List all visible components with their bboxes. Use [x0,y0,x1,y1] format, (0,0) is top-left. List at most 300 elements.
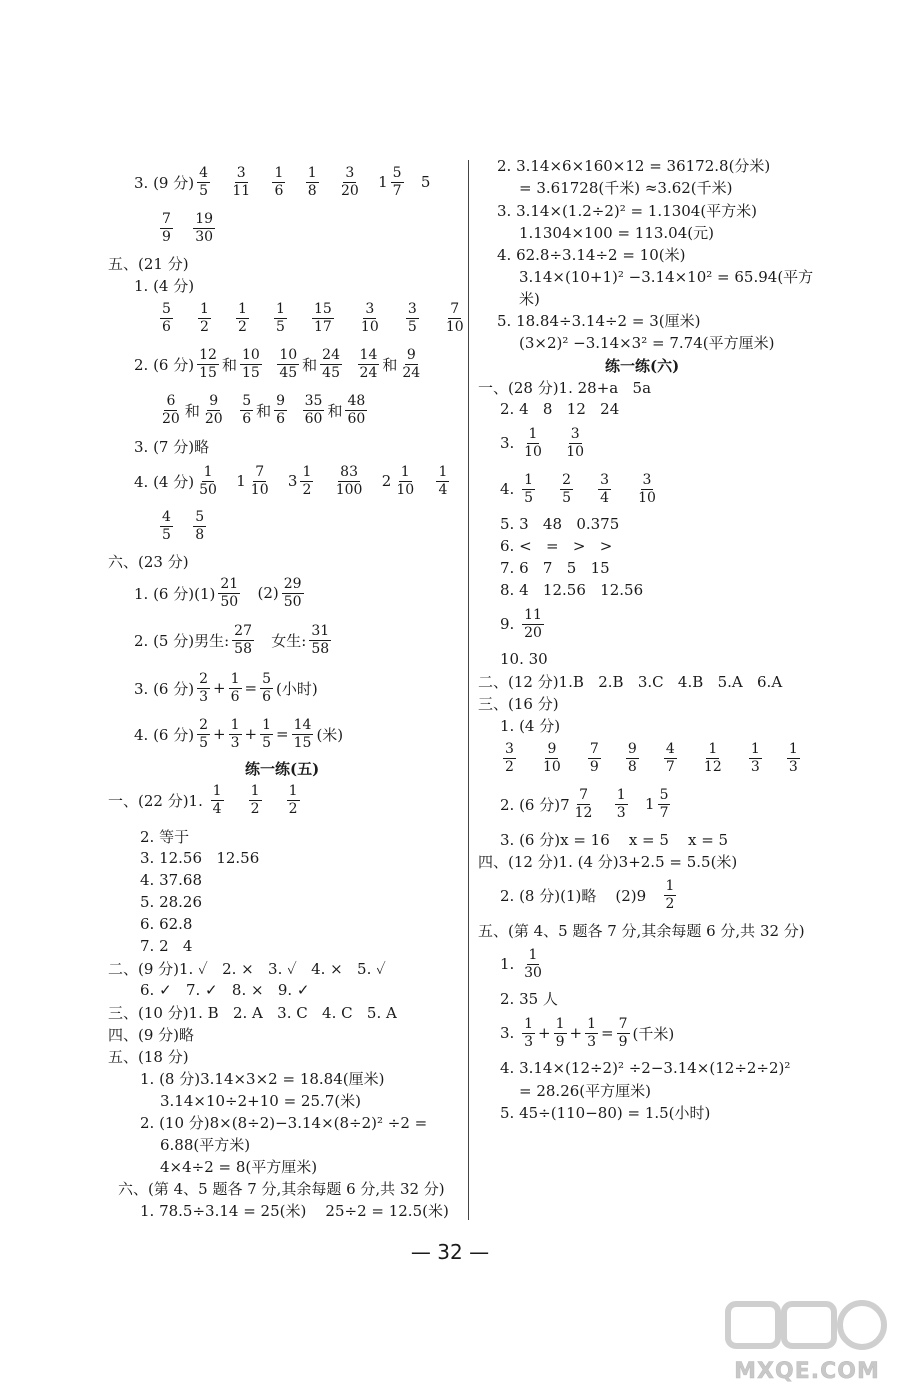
text-run: 和 [256,401,272,420]
numerator: 1 [274,164,284,181]
denominator: 6 [274,182,284,199]
numerator: 1 [262,716,272,733]
denominator: 5 [524,489,534,506]
text-run: 3. [500,434,520,452]
numerator: 9 [406,346,416,363]
text-run: 6. 62.8 [140,915,193,933]
numerator: 1 [307,164,317,181]
text-run [765,749,784,767]
numerator: 1 [528,425,538,442]
page-number: — 32 — [410,1240,490,1264]
text-run: 6.88(平方米) [160,1135,251,1154]
text-run [727,749,746,767]
text-run [214,309,233,327]
text-run: + [213,725,226,743]
text-run [422,309,441,327]
fraction [193,211,215,246]
answer-line [157,300,469,335]
denominator: 3 [587,1033,597,1050]
fraction [522,947,544,982]
numerator: 10 [279,346,298,363]
numerator: 1 [788,740,798,757]
denominator: 58 [234,640,252,657]
numerator: 1 [524,1015,534,1032]
text-run: 6. < = > > [500,537,613,555]
numerator: 7 [255,463,265,480]
fraction [240,347,262,382]
fraction [282,576,304,611]
numerator: 1 [438,463,448,480]
text-run: + [538,1024,551,1042]
text-run: 二、(9 分)1. ✓ 2. × 3. ✓ 4. × 5. ✓ [108,959,386,978]
denominator: 58 [311,640,330,657]
text-run: 2. (5 分)男生: [134,631,230,650]
numerator: 12 [199,346,217,363]
text-run: 3. 3.14×(1.2÷2)² = 1.1304(平方米) [497,201,758,220]
answer-line [500,536,612,556]
numerator: 4 [199,164,209,181]
answer-line [157,210,218,245]
text-run: 四、(9 分)略 [108,1025,195,1044]
denominator: 2 [665,895,675,912]
fraction [260,717,273,752]
answer-line [134,575,307,610]
text-run [538,480,557,498]
denominator: 5 [562,489,572,506]
text-run: 和 [327,401,343,420]
denominator: 5 [262,734,272,751]
numerator: 9 [276,392,286,409]
fraction [320,347,342,382]
text-run: 六、(23 分) [108,552,189,571]
numerator: 1 [203,463,213,480]
text-run [614,480,633,498]
text-run: 和 [221,355,237,374]
column-divider [468,160,469,1220]
text-run: = [276,725,289,743]
denominator: 3 [788,758,798,775]
answer-line [500,786,673,821]
text-run [176,309,195,327]
denominator: 6 [230,688,240,705]
numerator: 15 [314,300,332,317]
fraction [274,393,287,428]
answer-line [134,670,318,705]
text-run: = 3.61728(千米) ≈3.62(千米) [519,178,733,197]
denominator: 5 [407,318,417,335]
text-run: (小时) [276,679,318,698]
text-run: 3.14×10÷2+10 = 25.7(米) [160,1091,362,1110]
text-run: = [244,679,258,697]
answer-line [140,1068,384,1088]
text-run: 2. 4 8 12 24 [500,400,620,418]
text-run: 8. 4 12.56 12.56 [500,581,644,599]
numerator: 24 [322,346,340,363]
text-run [213,173,227,191]
fraction [615,787,628,822]
text-run: 1 [630,795,655,813]
text-run: + [244,725,258,743]
text-run: (2) [243,584,279,602]
fraction [588,741,601,776]
fraction [334,464,365,499]
text-run: 3. (6 分)x = 16 x = 5 x = 5 [500,830,729,849]
denominator: 20 [162,410,180,427]
numerator: 3 [407,300,417,317]
denominator: 2 [302,481,312,498]
denominator: 7 [659,804,669,821]
text-run: 练一练(六) [605,356,680,375]
fraction [211,783,224,818]
text-run: 3. (7 分)略 [134,437,210,456]
fraction [564,426,586,461]
text-run [228,401,238,419]
fraction [787,741,800,776]
text-run [252,309,271,327]
answer-line [140,870,202,890]
denominator: 24 [359,364,378,381]
denominator: 10 [360,318,379,335]
fraction [272,165,285,200]
answer-line [478,920,805,940]
denominator: 9 [162,228,171,245]
text-run: 2. (6 分) [134,355,195,374]
answer-line [500,988,558,1008]
fraction [193,509,206,544]
text-run: 2. (6 分)7 [500,795,570,814]
numerator: 14 [293,716,312,733]
denominator: 20 [204,410,223,427]
denominator: 6 [242,410,252,427]
text-run [176,219,190,237]
text-run: 1. (4 分) [500,716,561,735]
numerator: 9 [547,740,557,757]
text-run: 7. 2 4 [140,937,193,955]
denominator: 12 [574,804,593,821]
text-run: 3 [273,472,298,490]
denominator: 6 [162,318,171,335]
denominator: 15 [241,364,260,381]
denominator: 2 [238,318,247,335]
numerator: 29 [283,575,302,592]
text-run: 7. 6 7 5 15 [500,559,610,577]
text-run: 2. 3.14×6×160×12 = 36172.8(分米) [497,156,771,175]
text-run: 2. (10 分)8×(8÷2)−3.14×(8÷2)² ÷2 = [140,1113,428,1132]
text-run [288,173,302,191]
denominator: 5 [199,734,209,751]
numerator: 3 [600,471,610,488]
numerator: 10 [241,346,260,363]
numerator: 7 [450,300,460,317]
answer-line [134,436,209,456]
answer-line [140,892,202,912]
answer-line [478,851,737,871]
denominator: 7 [665,758,675,775]
text-run: 3. 12.56 12.56 [140,849,260,867]
text-run: + [213,679,226,697]
text-run: 5. 3 48 0.375 [500,515,620,533]
fraction [585,1016,598,1051]
fraction [664,878,677,913]
text-run: 4. 37.68 [140,871,203,889]
answer-line [134,346,425,381]
fraction [339,165,361,200]
denominator: 10 [396,481,415,498]
fraction [198,301,211,336]
fraction [406,301,419,336]
denominator: 5 [276,318,285,335]
fraction [444,301,466,336]
fraction [197,464,219,499]
numerator: 1 [250,782,260,799]
denominator: 45 [279,364,298,381]
text-run [322,173,336,191]
fraction [232,623,254,658]
numerator: 1 [750,740,760,757]
denominator: 2 [200,318,209,335]
fraction [306,165,319,200]
numerator: 6 [166,392,176,409]
answer-line [160,1134,250,1154]
text-run: 5. 18.84÷3.14÷2 = 3(厘米) [497,311,701,330]
answer-line [108,1002,397,1022]
fraction [277,347,299,382]
answer-line [519,222,714,242]
text-run: 和 [382,355,398,374]
numerator: 1 [587,1015,597,1032]
numerator: 5 [392,164,402,181]
denominator: 9 [589,758,599,775]
fraction [197,717,210,752]
fraction [160,211,173,246]
denominator: 3 [616,804,626,821]
text-run [642,749,661,767]
fraction [236,301,249,336]
answer-line [519,1080,651,1100]
answer-line [497,155,770,175]
fraction [229,671,242,706]
numerator: 9 [209,392,219,409]
fraction [260,671,273,706]
answer-line [108,1024,194,1044]
numerator: 7 [579,786,589,803]
text-run: 3. [500,1024,520,1042]
text-run: = [601,1024,614,1042]
watermark-text: MXQE.COM [734,1359,880,1384]
numerator: 1 [524,471,534,488]
fraction [203,393,225,428]
text-run [227,791,246,809]
answer-line [500,1015,675,1050]
text-run: + [569,1024,583,1042]
text-run: 3. (6 分) [134,679,195,698]
fraction [292,717,314,752]
numerator: 1 [230,670,240,687]
answer-line [497,244,685,264]
numerator: 3 [236,164,246,181]
text-run: 女生: [256,631,307,650]
fraction [554,1016,567,1051]
text-run: 1. 78.5÷3.14 = 25(米) 25÷2 = 12.5(米) [140,1201,449,1220]
text-run: 三、(16 分) [478,694,559,713]
text-run [265,355,275,373]
text-run [337,309,356,327]
answer-line [519,177,733,197]
text-run: 4. (4 分) [134,472,195,491]
text-run: 1. (6 分)(1) [134,584,216,603]
numerator: 3 [505,740,514,757]
fraction [240,393,253,428]
fraction [249,783,262,818]
numerator: 1 [288,782,298,799]
text-run: 1. [500,955,520,973]
text-run: 4. (6 分) [134,725,195,744]
denominator: 10 [524,443,542,460]
text-run: 10. 30 [500,650,548,668]
denominator: 9 [618,1033,628,1050]
fraction [522,472,535,507]
text-run [176,517,190,535]
denominator: 10 [566,443,585,460]
answer-line [157,392,370,427]
text-run: 1. (4 分) [134,276,195,295]
text-run: 3.14×(10+1)² −3.14×10² = 65.94(平方 [519,267,814,286]
numerator: 3 [642,471,652,488]
text-run: 4. 3.14×(12÷2)² ÷2−3.14×(12÷2÷2)² [500,1059,791,1077]
fraction [560,472,573,507]
fraction [160,301,173,336]
numerator: 5 [262,670,272,687]
denominator: 15 [293,734,312,751]
text-run [290,309,309,327]
denominator: 4 [212,800,222,817]
denominator: 60 [304,410,323,427]
numerator: 7 [589,740,599,757]
answer-line [497,310,700,330]
denominator: 30 [195,228,214,245]
numerator: 4 [665,740,675,757]
fraction [160,509,173,544]
denominator: 10 [543,758,561,775]
numerator: 1 [528,946,538,963]
answer-line [108,958,386,978]
answer-line [118,1178,445,1198]
text-run [265,791,284,809]
answer-line [160,1156,317,1176]
answer-line [134,275,194,295]
answer-line [140,914,192,934]
text-run [316,472,330,490]
answer-line [500,740,803,775]
answer-line [500,1058,790,1078]
fraction [658,787,671,822]
text-run: 一、(28 分)1. 28+a 5a [478,378,652,397]
numerator: 3 [365,300,375,317]
denominator: 2 [250,800,260,817]
text-run: 1.1304×100 = 113.04(元) [519,223,714,242]
text-run: 六、(第 4、5 题各 7 分,其余每题 6 分,共 32 分) [118,1179,445,1198]
text-run: 二、(12 分)1.B 2.B 3.C 4.B 5.A 6.A [478,672,783,691]
answer-line [605,355,679,375]
fraction [229,717,242,752]
answer-line [500,399,619,419]
text-run: 5. 28.26 [140,893,203,911]
denominator: 3 [524,1033,534,1050]
fraction [345,393,367,428]
fraction [522,426,544,461]
numerator: 1 [238,300,247,317]
answer-line [500,606,547,641]
numerator: 1 [200,300,209,317]
text-run [255,173,269,191]
text-run: 练一练(五) [245,759,320,778]
text-run: 4. 62.8÷3.14÷2 = 10(米) [497,245,686,264]
text-run: 四、(12 分)1. (4 分)3+2.5 = 5.5(米) [478,852,738,871]
answer-line [134,164,431,199]
fraction [598,472,611,507]
answer-line [134,463,452,498]
text-run: 五、(第 4、5 题各 7 分,其余每题 6 分,共 32 分) [478,921,805,940]
text-run: 5 [406,173,431,191]
text-run [576,480,595,498]
answer-line [500,558,610,578]
numerator: 7 [162,210,171,227]
denominator: 6 [276,410,286,427]
numerator: 1 [230,716,240,733]
numerator: 9 [627,740,637,757]
text-run [566,749,585,767]
numerator: 1 [276,300,285,317]
text-run: 5. 45÷(110−80) = 1.5(小时) [500,1103,711,1122]
text-run [290,401,300,419]
denominator: 8 [627,758,637,775]
numerator: 2 [562,471,572,488]
numerator: 1 [400,463,410,480]
answer-line [500,715,560,735]
fraction [309,623,331,658]
numerator: 5 [659,786,669,803]
denominator: 50 [199,481,217,498]
fraction [394,464,416,499]
denominator: 3 [750,758,760,775]
denominator: 8 [307,182,317,199]
watermark-logo [722,1300,892,1385]
fraction [197,347,219,382]
text-run: 4. [500,480,520,498]
answer-line [140,980,310,1000]
denominator: 24 [402,364,421,381]
denominator: 4 [438,481,448,498]
denominator: 10 [445,318,464,335]
numerator: 1 [555,1015,565,1032]
text-run: 2 [367,472,392,490]
text-run: 9. [500,615,520,633]
answer-line [500,877,679,912]
numerator: 3 [570,425,580,442]
answer-line [519,332,774,352]
denominator: 50 [283,593,302,610]
denominator: 12 [703,758,722,775]
text-run: 一、(22 分)1. [108,791,208,810]
denominator: 11 [232,182,251,199]
fraction [197,671,210,706]
denominator: 20 [340,182,359,199]
fraction [358,347,380,382]
denominator: 15 [199,364,217,381]
fraction [300,464,313,499]
fraction [400,347,422,382]
text-run: 1 [363,173,388,191]
